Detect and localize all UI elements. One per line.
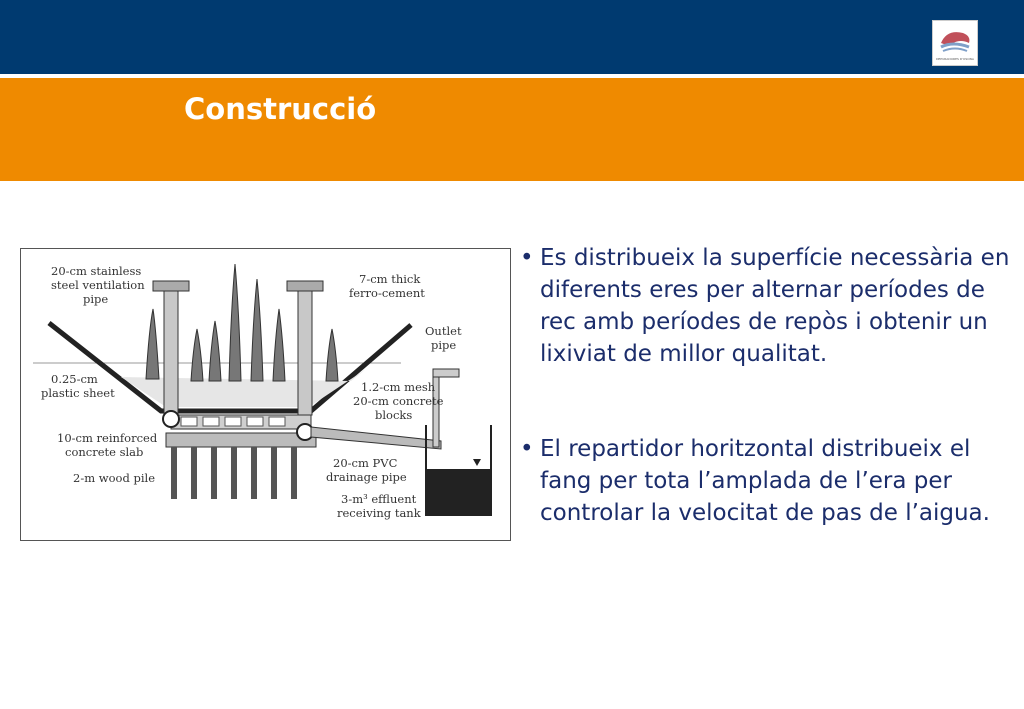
label-plastic-sheet: plastic sheet xyxy=(41,386,115,400)
label-vent-pipe: 20-cm stainless xyxy=(51,264,142,278)
label-ferro-cement: ferro-cement xyxy=(349,286,425,300)
logo-text: DEPURADORES D'OSONA xyxy=(936,57,974,61)
header-bar xyxy=(0,0,1024,74)
label-effluent-tank: receiving tank xyxy=(337,506,421,520)
label-concrete-slab: concrete slab xyxy=(65,445,144,459)
label-wood-pile: 2-m wood pile xyxy=(73,471,155,485)
title-bar xyxy=(0,78,1024,181)
label-vent-pipe: pipe xyxy=(83,292,109,306)
label-pvc-pipe: 20-cm PVC xyxy=(333,456,398,470)
bullet-list xyxy=(520,242,1015,529)
svg-text:10-cm reinforced concret xyxy=(57,431,161,459)
svg-text:0.25-cm plastic sheet xyxy=(41,372,115,400)
bullet-item: • Es distribueix la superfície necessària en diferents eres per alternar períodes de rec amb períodes de repòs i obtenir un lixiviat de millor qualitat. xyxy=(520,242,1015,370)
svg-text:3-m³ effluent receiving xyxy=(337,492,422,520)
depuradores-logo-icon xyxy=(932,20,978,66)
label-concrete-slab: 10-cm reinforced xyxy=(57,431,158,445)
svg-text:20-cm stainless steel ve xyxy=(51,264,148,306)
svg-text:20-cm PVC drainage pipe xyxy=(326,456,407,484)
svg-text:7-cm thick ferro-cement xyxy=(349,272,425,300)
label-mesh: blocks xyxy=(375,408,413,422)
wetland-construction-diagram xyxy=(20,248,511,541)
label-ferro-cement: 7-cm thick xyxy=(359,272,421,286)
label-vent-pipe: steel ventilation xyxy=(51,278,145,292)
label-effluent-tank: 3-m³ effluent xyxy=(341,492,417,506)
label-plastic-sheet: 0.25-cm xyxy=(51,372,98,386)
label-outlet-pipe: pipe xyxy=(431,338,457,352)
label-pvc-pipe: drainage pipe xyxy=(326,470,407,484)
label-mesh: 1.2-cm mesh xyxy=(361,380,436,394)
label-outlet-pipe: Outlet xyxy=(425,324,462,338)
page-title: Construcció xyxy=(184,92,377,126)
bullet-item: • El repartidor horitzontal distribueix el fang per tota l’amplada de l’era per controlar la velocitat de pas de l’aigua. xyxy=(520,433,1015,529)
svg-text:Outlet pipe xyxy=(425,324,465,352)
label-mesh: 20-cm concrete xyxy=(353,394,444,408)
